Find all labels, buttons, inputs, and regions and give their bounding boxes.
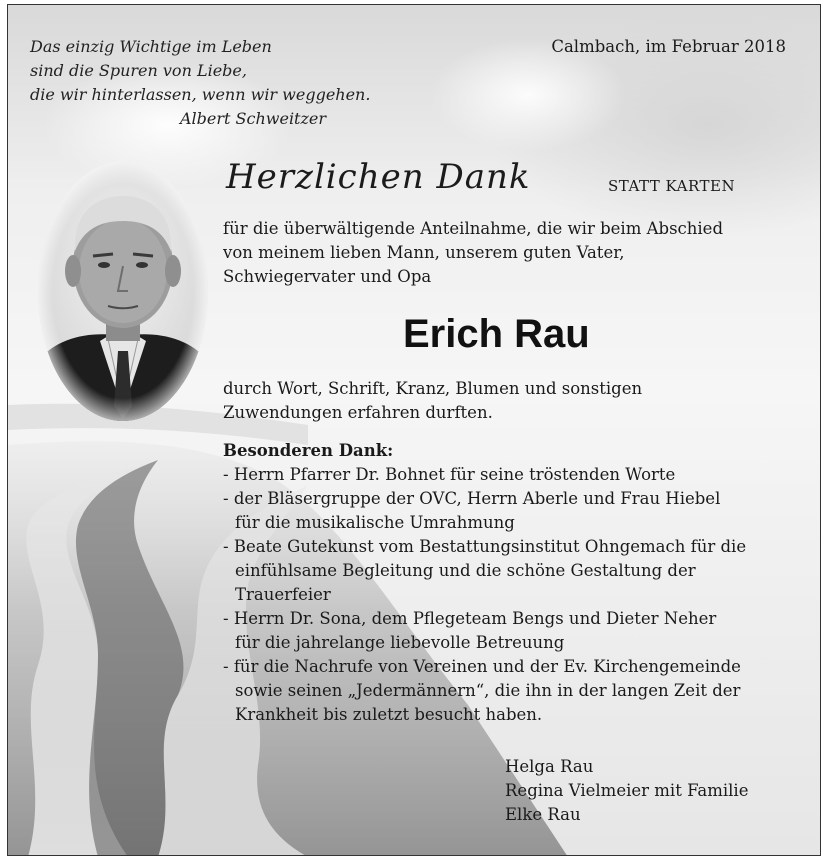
intro-text: [223, 217, 723, 289]
after-name-text: [223, 377, 642, 425]
thanks-item: [223, 535, 746, 607]
thanks-line: - Herrn Pfarrer Dr. Bohnet für seine tröstenden Worte: [223, 465, 676, 484]
special-thanks: [223, 439, 746, 727]
heading-herzlichen-dank: Herzlichen Dank: [226, 157, 531, 197]
thanks-line: Krankheit bis zuletzt besucht haben.: [235, 705, 543, 724]
signer-name: Elke Rau: [505, 805, 581, 824]
intro-line: von meinem lieben Mann, unserem guten Vater,: [223, 243, 625, 262]
obituary-card: [7, 4, 821, 856]
signer-name: Regina Vielmeier mit Familie: [505, 781, 749, 800]
thanks-line: - Herrn Dr. Sona, dem Pflegeteam Bengs und Dieter Neher: [223, 609, 717, 628]
intro-line: für die überwältigende Anteilnahme, die wir beim Abschied: [223, 219, 724, 238]
thanks-item: [223, 607, 746, 655]
signers-block: [505, 755, 748, 827]
path-landscape-background: [8, 5, 821, 856]
quote-author: Albert Schweitzer: [180, 109, 327, 128]
after-line: durch Wort, Schrift, Kranz, Blumen und sonstigen: [223, 379, 643, 398]
after-line: Zuwendungen erfahren durften.: [223, 403, 493, 422]
quote-line: sind die Spuren von Liebe,: [30, 61, 247, 80]
thanks-line: sowie seinen „Jedermännern“, die ihn in der langen Zeit der: [235, 681, 741, 700]
statt-karten-label: STATT KARTEN: [608, 177, 736, 195]
thanks-line: einfühlsame Begleitung und die schöne Gestaltung der: [235, 561, 696, 580]
thanks-line: für die jahrelange liebevolle Betreuung: [235, 633, 565, 652]
portrait-photo: [38, 161, 208, 421]
quote-block: [30, 35, 370, 131]
special-thanks-heading: Besonderen Dank:: [223, 441, 394, 460]
thanks-line: - Beate Gutekunst vom Bestattungsinstitut Ohngemach für die: [223, 537, 747, 556]
quote-line: Das einzig Wichtige im Leben: [30, 37, 272, 56]
quote-line: die wir hinterlassen, wenn wir weggehen.: [30, 85, 371, 104]
thanks-item: [223, 463, 746, 487]
signer-name: Helga Rau: [505, 757, 594, 776]
thanks-line: - der Bläsergruppe der OVC, Herrn Aberle und Frau Hiebel: [223, 489, 721, 508]
deceased-name: Erich Rau: [403, 312, 590, 356]
thanks-item: [223, 655, 746, 727]
place-date: Calmbach, im Februar 2018: [551, 37, 786, 56]
thanks-line: - für die Nachrufe von Vereinen und der Ev. Kirchengemeinde: [223, 657, 741, 676]
thanks-line: für die musikalische Umrahmung: [235, 513, 515, 532]
thanks-line: Trauerfeier: [235, 585, 331, 604]
thanks-item: [223, 487, 746, 535]
intro-line: Schwiegervater und Opa: [223, 267, 432, 286]
